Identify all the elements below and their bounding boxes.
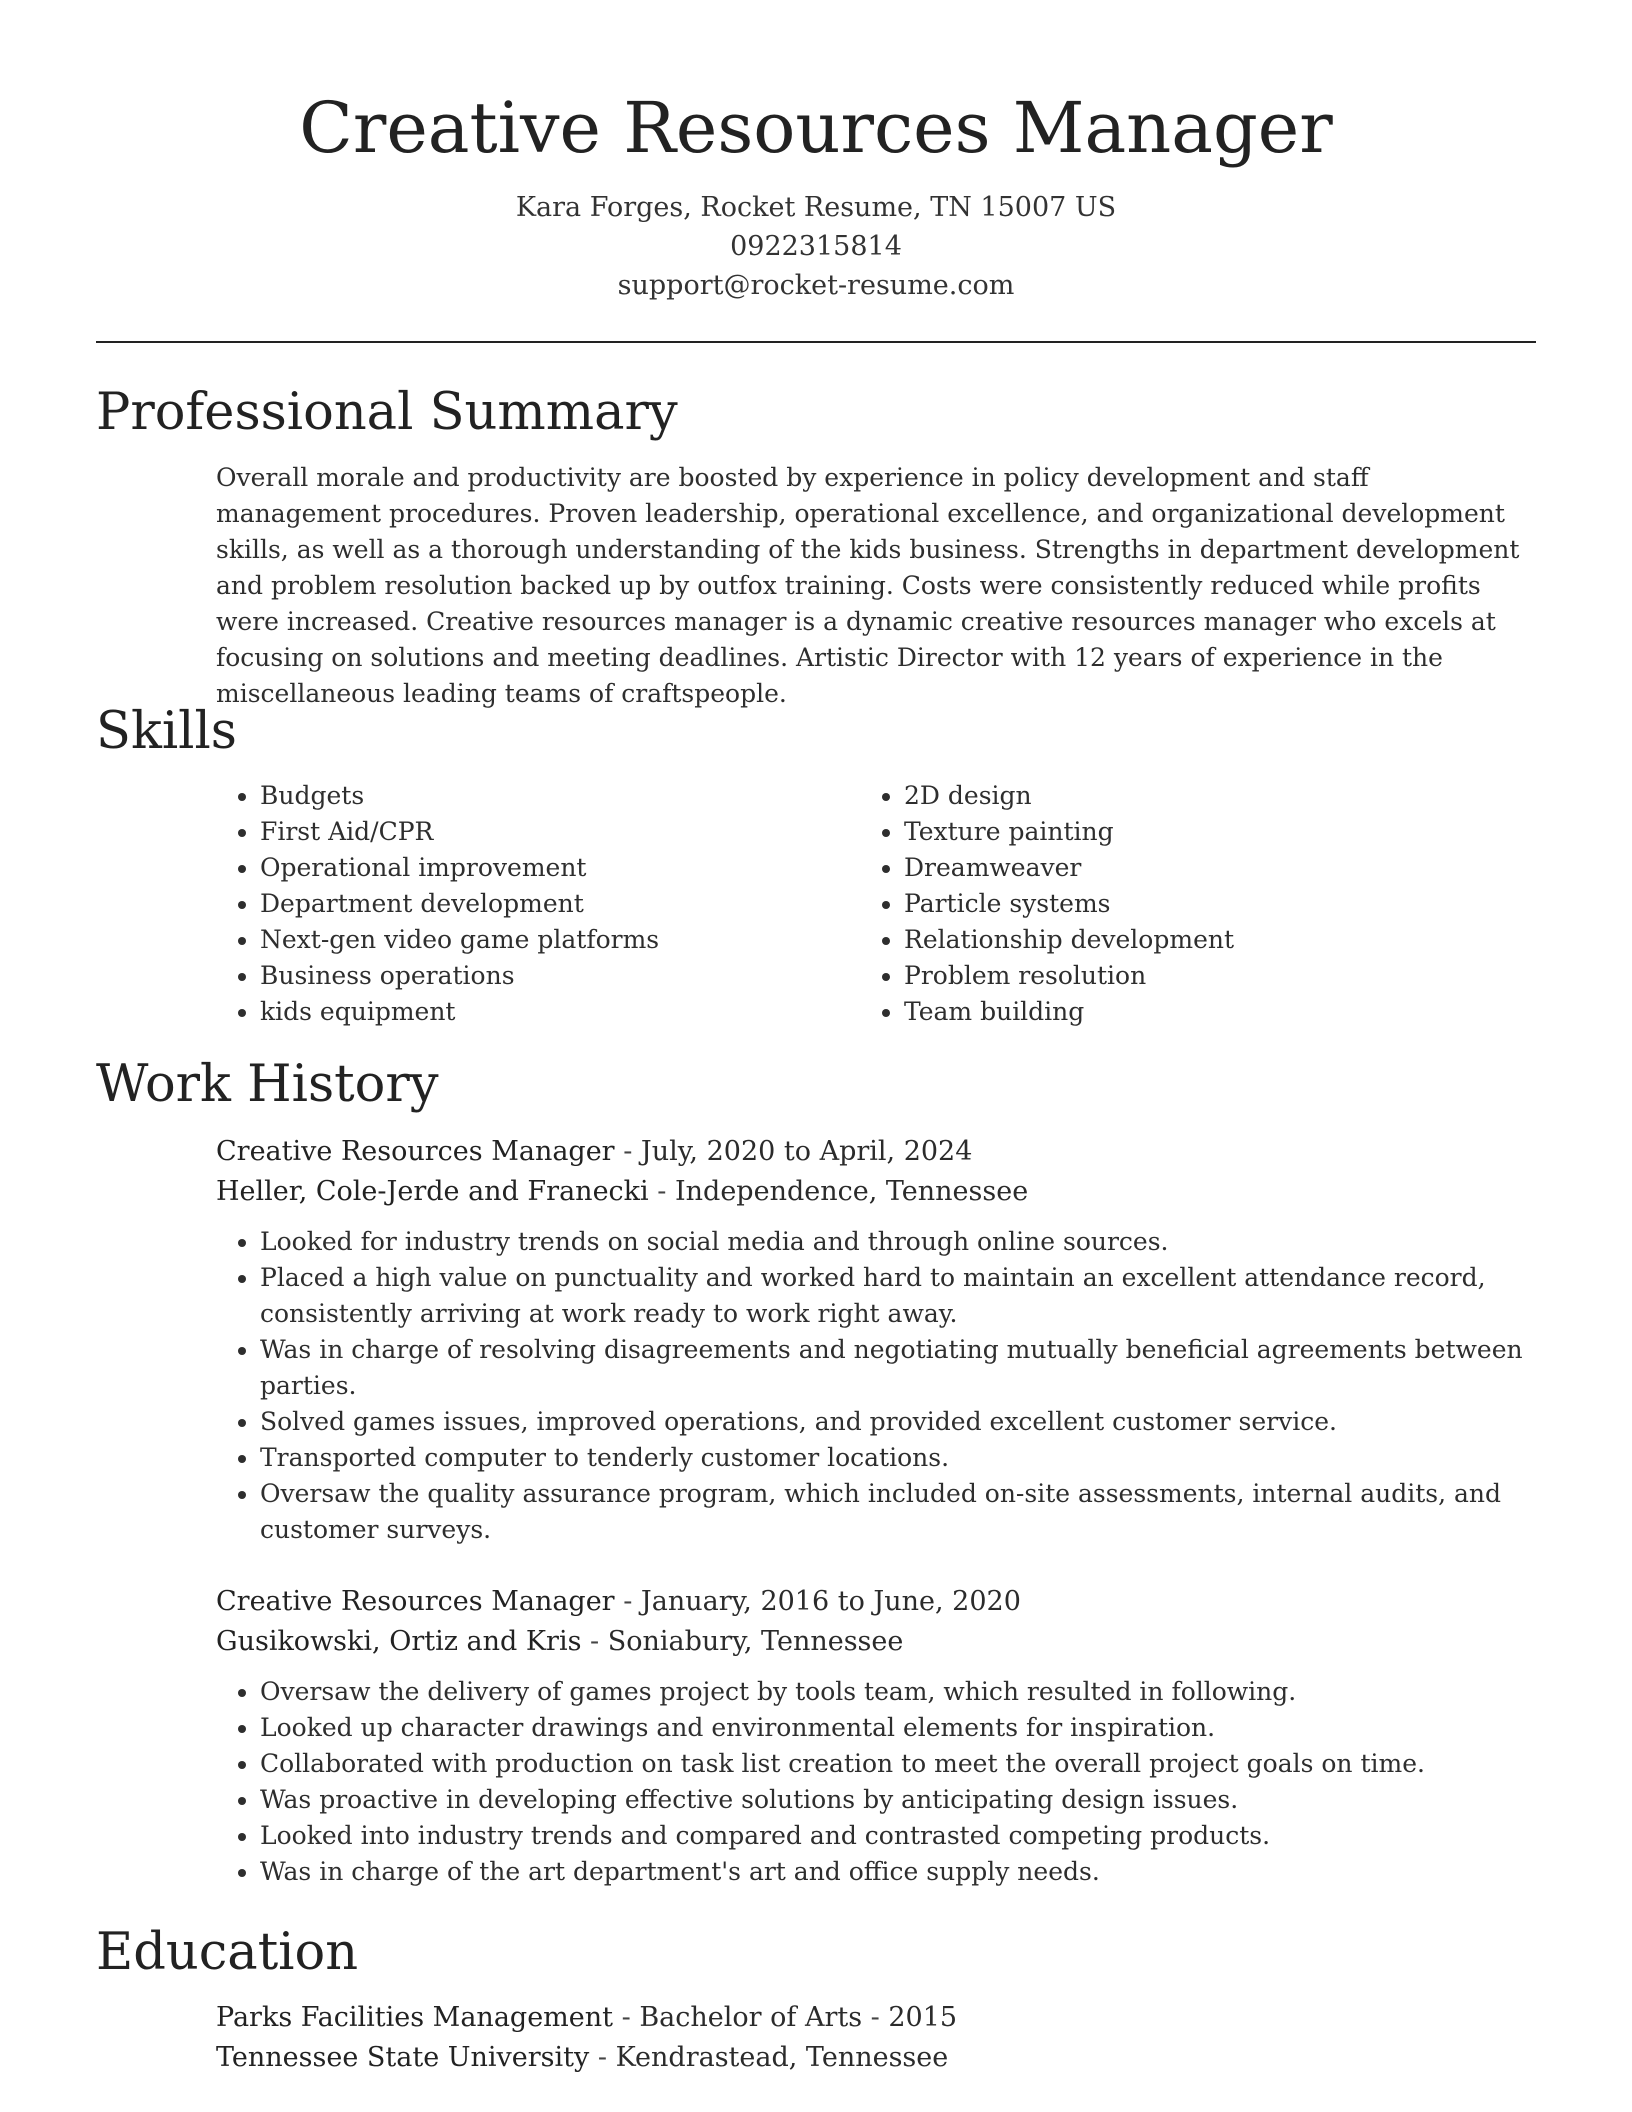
skills-list-right	[860, 778, 1500, 1030]
skill-item: • Particle systems	[904, 886, 1500, 922]
education-school: Tennessee State University	[216, 2042, 590, 2073]
education-degree-line: Parks Facilities Management - Bachelor of Arts - 2015	[216, 2002, 958, 2033]
job-bullet: • Was in charge of the art department's art and office supply needs.	[260, 1854, 1536, 1890]
job-title: Creative Resources Manager	[216, 1586, 615, 1617]
job-bullets	[216, 1674, 1536, 1890]
resume-title: Creative Resources Manager	[299, 87, 1333, 169]
job-bullet: • Collaborated with production on task list creation to meet the overall project goals on time.	[260, 1746, 1536, 1782]
job-location: Independence, Tennessee	[674, 1176, 1029, 1207]
skills-column-left	[216, 778, 856, 1030]
education-field: Parks Facilities Management	[216, 2002, 613, 2033]
skill-item: • Dreamweaver	[904, 850, 1500, 886]
work-history-heading: Work History	[96, 1055, 439, 1114]
job-company-line: Gusikowski, Ortiz and Kris - Soniabury, Tennessee	[216, 1626, 904, 1657]
job-company: Heller, Cole-Jerde and Franecki	[216, 1176, 649, 1207]
skill-item: • Business operations	[260, 958, 856, 994]
resume-header	[96, 80, 1536, 305]
job-dates: July, 2020 to April, 2024	[640, 1136, 973, 1167]
skill-item: • Team building	[904, 994, 1500, 1030]
header-divider	[96, 341, 1536, 343]
job-dates: January, 2016 to June, 2020	[640, 1586, 1021, 1617]
skill-item: • Next-gen video game platforms	[260, 922, 856, 958]
job-bullet: • Transported computer to tenderly customer locations.	[260, 1440, 1536, 1476]
job-bullet: • Looked up character drawings and environmental elements for inspiration.	[260, 1710, 1536, 1746]
job-bullets	[216, 1224, 1536, 1548]
education-degree: Bachelor of Arts	[639, 2002, 863, 2033]
contact-address: Kara Forges, Rocket Resume, TN 15007 US	[515, 192, 1117, 223]
skills-heading: Skills	[96, 702, 237, 761]
job-title: Creative Resources Manager	[216, 1136, 615, 1167]
job-bullet: • Was proactive in developing effective solutions by anticipating design issues.	[260, 1782, 1536, 1818]
job-bullet: • Oversaw the delivery of games project by tools team, which resulted in following.	[260, 1674, 1536, 1710]
contact-block	[96, 188, 1536, 305]
education-location: Kendrastead, Tennessee	[615, 2042, 949, 2073]
job-company: Gusikowski, Ortiz and Kris	[216, 1626, 582, 1657]
contact-phone: 0922315814	[730, 231, 902, 262]
skill-item: • Relationship development	[904, 922, 1500, 958]
skill-item: • Budgets	[260, 778, 856, 814]
job-title-line: Creative Resources Manager - January, 2016 to June, 2020	[216, 1586, 1021, 1617]
job-entry	[216, 1582, 1536, 1890]
skill-item: • kids equipment	[260, 994, 856, 1030]
skills-column-right	[860, 778, 1500, 1030]
skill-item: • Problem resolution	[904, 958, 1500, 994]
education-year: 2015	[888, 2002, 958, 2033]
education-school-line: Tennessee State University - Kendrastead, Tennessee	[216, 2042, 949, 2073]
job-bullet: • Placed a high value on punctuality and worked hard to maintain an excellent attendance record, consistently arriving at work ready to work right away.	[260, 1260, 1536, 1332]
summary-heading: Professional Summary	[96, 383, 678, 442]
job-bullet: • Was in charge of resolving disagreements and negotiating mutually beneficial agreements between parties.	[260, 1332, 1536, 1404]
job-entry	[216, 1132, 1536, 1548]
summary-text: Overall morale and productivity are boosted by experience in policy development and staff management procedures. Proven leadership, operational excellence, and organizational development skills, as well as a thorough understanding of the kids business. Strengths in department development and problem resolution backed up by outfox training. Costs were consistently reduced while profits were increased. Creative resources manager is a dynamic creative resources manager who excels at focusing on solutions and meeting deadlines. Artistic Director with 12 years of experience in the miscellaneous leading teams of craftspeople.	[216, 463, 1520, 708]
job-title-line: Creative Resources Manager - July, 2020 to April, 2024	[216, 1136, 973, 1167]
job-bullet: • Looked for industry trends on social media and through online sources.	[260, 1224, 1536, 1260]
job-company-line: Heller, Cole-Jerde and Franecki - Independence, Tennessee	[216, 1176, 1029, 1207]
skill-item: • 2D design	[904, 778, 1500, 814]
contact-email: support@rocket-resume.com	[617, 270, 1015, 301]
job-bullet: • Solved games issues, improved operations, and provided excellent customer service.	[260, 1404, 1536, 1440]
skill-item: • Operational improvement	[260, 850, 856, 886]
education-entry	[216, 1998, 1536, 2078]
skill-item: • Department development	[260, 886, 856, 922]
job-location: Soniabury, Tennessee	[607, 1626, 904, 1657]
job-bullet: • Oversaw the quality assurance program, which included on-site assessments, internal audits, and customer surveys.	[260, 1476, 1536, 1548]
skills-list-left	[216, 778, 856, 1030]
skill-item: • First Aid/CPR	[260, 814, 856, 850]
job-bullet: • Looked into industry trends and compared and contrasted competing products.	[260, 1818, 1536, 1854]
skill-item: • Texture painting	[904, 814, 1500, 850]
education-heading: Education	[96, 1923, 359, 1982]
